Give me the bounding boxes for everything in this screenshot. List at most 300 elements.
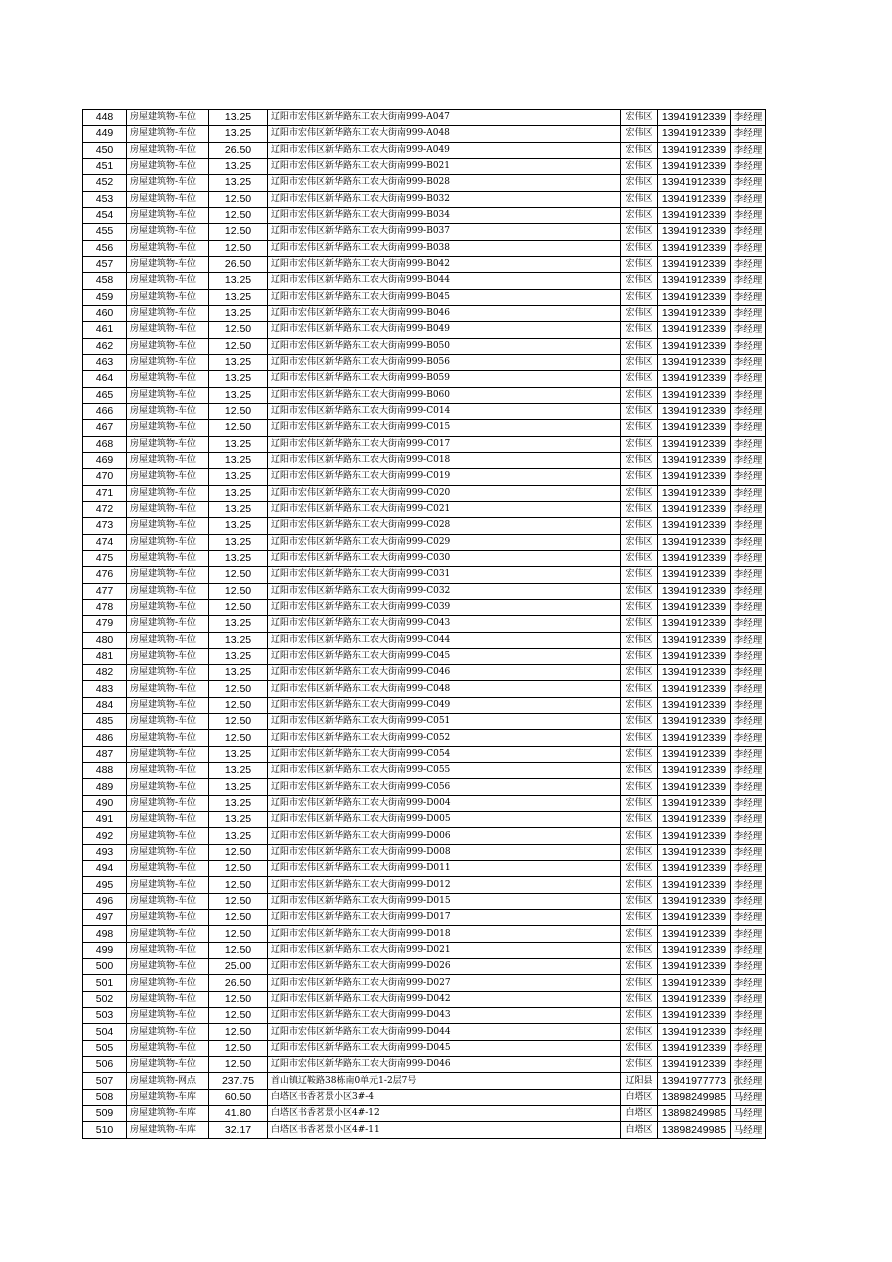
row-number-cell: 484 bbox=[83, 697, 127, 713]
district-cell: 宏伟区 bbox=[621, 256, 658, 272]
contact-phone-cell: 13941912339 bbox=[658, 142, 731, 158]
asset-type-cell: 房屋建筑物-车位 bbox=[127, 959, 209, 975]
area-value-cell: 13.25 bbox=[209, 779, 268, 795]
contact-person-cell: 李经理 bbox=[731, 354, 766, 370]
table-row bbox=[83, 648, 766, 664]
table-row bbox=[83, 469, 766, 485]
table-row bbox=[83, 338, 766, 354]
contact-person-cell: 李经理 bbox=[731, 240, 766, 256]
district-cell: 白塔区 bbox=[621, 1122, 658, 1138]
asset-type-cell: 房屋建筑物-车位 bbox=[127, 273, 209, 289]
address-cell: 辽阳市宏伟区新华路东工农大街南999-C045 bbox=[268, 648, 621, 664]
district-cell: 宏伟区 bbox=[621, 420, 658, 436]
contact-person-cell: 李经理 bbox=[731, 779, 766, 795]
district-cell: 宏伟区 bbox=[621, 403, 658, 419]
asset-type-cell: 房屋建筑物-车位 bbox=[127, 665, 209, 681]
district-cell: 宏伟区 bbox=[621, 110, 658, 126]
table-row bbox=[83, 485, 766, 501]
address-cell: 辽阳市宏伟区新华路东工农大街南999-C044 bbox=[268, 632, 621, 648]
contact-person-cell: 李经理 bbox=[731, 648, 766, 664]
contact-person-cell: 李经理 bbox=[731, 1008, 766, 1024]
district-cell: 宏伟区 bbox=[621, 354, 658, 370]
asset-type-cell: 房屋建筑物-车位 bbox=[127, 452, 209, 468]
district-cell: 宏伟区 bbox=[621, 1040, 658, 1056]
area-value-cell: 13.25 bbox=[209, 485, 268, 501]
table-row bbox=[83, 273, 766, 289]
address-cell: 辽阳市宏伟区新华路东工农大街南999-C054 bbox=[268, 746, 621, 762]
contact-person-cell: 李经理 bbox=[731, 469, 766, 485]
area-value-cell: 12.50 bbox=[209, 403, 268, 419]
row-number-cell: 477 bbox=[83, 583, 127, 599]
row-number-cell: 490 bbox=[83, 795, 127, 811]
contact-person-cell: 李经理 bbox=[731, 1024, 766, 1040]
district-cell: 宏伟区 bbox=[621, 795, 658, 811]
contact-phone-cell: 13941912339 bbox=[658, 991, 731, 1007]
district-cell: 宏伟区 bbox=[621, 436, 658, 452]
contact-person-cell: 李经理 bbox=[731, 681, 766, 697]
address-cell: 辽阳市宏伟区新华路东工农大街南999-C029 bbox=[268, 534, 621, 550]
address-cell: 辽阳市宏伟区新华路东工农大街南999-C015 bbox=[268, 420, 621, 436]
table-row bbox=[83, 387, 766, 403]
district-cell: 宏伟区 bbox=[621, 322, 658, 338]
asset-type-cell: 房屋建筑物-车位 bbox=[127, 518, 209, 534]
asset-type-cell: 房屋建筑物-车位 bbox=[127, 224, 209, 240]
row-number-cell: 475 bbox=[83, 550, 127, 566]
table-row bbox=[83, 746, 766, 762]
table-row bbox=[83, 599, 766, 615]
asset-type-cell: 房屋建筑物-车位 bbox=[127, 534, 209, 550]
asset-type-cell: 房屋建筑物-车位 bbox=[127, 697, 209, 713]
address-cell: 辽阳市宏伟区新华路东工农大街南999-C021 bbox=[268, 501, 621, 517]
address-cell: 辽阳市宏伟区新华路东工农大街南999-C048 bbox=[268, 681, 621, 697]
table-row bbox=[83, 779, 766, 795]
contact-person-cell: 马经理 bbox=[731, 1106, 766, 1122]
asset-type-cell: 房屋建筑物-车位 bbox=[127, 795, 209, 811]
contact-phone-cell: 13941912339 bbox=[658, 1024, 731, 1040]
district-cell: 宏伟区 bbox=[621, 812, 658, 828]
contact-person-cell: 李经理 bbox=[731, 322, 766, 338]
table-row bbox=[83, 812, 766, 828]
table-row bbox=[83, 224, 766, 240]
district-cell: 宏伟区 bbox=[621, 697, 658, 713]
address-cell: 辽阳市宏伟区新华路东工农大街南999-D026 bbox=[268, 959, 621, 975]
contact-person-cell: 李经理 bbox=[731, 485, 766, 501]
area-value-cell: 13.25 bbox=[209, 534, 268, 550]
table-row bbox=[83, 175, 766, 191]
district-cell: 宏伟区 bbox=[621, 730, 658, 746]
contact-person-cell: 李经理 bbox=[731, 110, 766, 126]
row-number-cell: 468 bbox=[83, 436, 127, 452]
row-number-cell: 459 bbox=[83, 289, 127, 305]
row-number-cell: 507 bbox=[83, 1073, 127, 1089]
contact-phone-cell: 13941912339 bbox=[658, 1057, 731, 1073]
asset-type-cell: 房屋建筑物-车位 bbox=[127, 746, 209, 762]
table-row bbox=[83, 910, 766, 926]
address-cell: 辽阳市宏伟区新华路东工农大街南999-D021 bbox=[268, 942, 621, 958]
contact-person-cell: 李经理 bbox=[731, 207, 766, 223]
row-number-cell: 498 bbox=[83, 926, 127, 942]
row-number-cell: 488 bbox=[83, 763, 127, 779]
district-cell: 宏伟区 bbox=[621, 158, 658, 174]
address-cell: 辽阳市宏伟区新华路东工农大街南999-B034 bbox=[268, 207, 621, 223]
district-cell: 宏伟区 bbox=[621, 746, 658, 762]
district-cell: 宏伟区 bbox=[621, 877, 658, 893]
contact-phone-cell: 13941912339 bbox=[658, 959, 731, 975]
district-cell: 宏伟区 bbox=[621, 583, 658, 599]
area-value-cell: 12.50 bbox=[209, 893, 268, 909]
contact-phone-cell: 13941912339 bbox=[658, 240, 731, 256]
district-cell: 宏伟区 bbox=[621, 1008, 658, 1024]
row-number-cell: 487 bbox=[83, 746, 127, 762]
row-number-cell: 460 bbox=[83, 305, 127, 321]
area-value-cell: 13.25 bbox=[209, 746, 268, 762]
table-row bbox=[83, 191, 766, 207]
contact-phone-cell: 13941912339 bbox=[658, 861, 731, 877]
asset-type-cell: 房屋建筑物-车位 bbox=[127, 1040, 209, 1056]
contact-phone-cell: 13941912339 bbox=[658, 501, 731, 517]
area-value-cell: 13.25 bbox=[209, 518, 268, 534]
row-number-cell: 456 bbox=[83, 240, 127, 256]
contact-phone-cell: 13941912339 bbox=[658, 207, 731, 223]
contact-phone-cell: 13941912339 bbox=[658, 518, 731, 534]
contact-person-cell: 李经理 bbox=[731, 371, 766, 387]
area-value-cell: 13.25 bbox=[209, 289, 268, 305]
table-row bbox=[83, 828, 766, 844]
contact-person-cell: 李经理 bbox=[731, 403, 766, 419]
contact-phone-cell: 13898249985 bbox=[658, 1122, 731, 1138]
asset-type-cell: 房屋建筑物-车位 bbox=[127, 126, 209, 142]
district-cell: 宏伟区 bbox=[621, 714, 658, 730]
row-number-cell: 506 bbox=[83, 1057, 127, 1073]
contact-phone-cell: 13941912339 bbox=[658, 812, 731, 828]
contact-phone-cell: 13941912339 bbox=[658, 338, 731, 354]
contact-person-cell: 李经理 bbox=[731, 158, 766, 174]
contact-phone-cell: 13941912339 bbox=[658, 746, 731, 762]
asset-type-cell: 房屋建筑物-车位 bbox=[127, 942, 209, 958]
area-value-cell: 41.80 bbox=[209, 1106, 268, 1122]
table-row bbox=[83, 1040, 766, 1056]
address-cell: 白塔区书香茗景小区3#-4 bbox=[268, 1089, 621, 1105]
asset-type-cell: 房屋建筑物-车位 bbox=[127, 714, 209, 730]
row-number-cell: 480 bbox=[83, 632, 127, 648]
contact-phone-cell: 13941977773 bbox=[658, 1073, 731, 1089]
area-value-cell: 13.25 bbox=[209, 436, 268, 452]
row-number-cell: 466 bbox=[83, 403, 127, 419]
row-number-cell: 495 bbox=[83, 877, 127, 893]
contact-person-cell: 李经理 bbox=[731, 926, 766, 942]
table-row bbox=[83, 256, 766, 272]
address-cell: 辽阳市宏伟区新华路东工农大街南999-B028 bbox=[268, 175, 621, 191]
table-row bbox=[83, 110, 766, 126]
contact-person-cell: 李经理 bbox=[731, 534, 766, 550]
district-cell: 宏伟区 bbox=[621, 1024, 658, 1040]
asset-type-cell: 房屋建筑物-车位 bbox=[127, 648, 209, 664]
contact-phone-cell: 13941912339 bbox=[658, 975, 731, 991]
area-value-cell: 13.25 bbox=[209, 387, 268, 403]
contact-phone-cell: 13941912339 bbox=[658, 926, 731, 942]
contact-phone-cell: 13941912339 bbox=[658, 256, 731, 272]
area-value-cell: 13.25 bbox=[209, 305, 268, 321]
asset-type-cell: 房屋建筑物-车库 bbox=[127, 1122, 209, 1138]
district-cell: 宏伟区 bbox=[621, 338, 658, 354]
asset-type-cell: 房屋建筑物-车位 bbox=[127, 1057, 209, 1073]
asset-type-cell: 房屋建筑物-车位 bbox=[127, 191, 209, 207]
area-value-cell: 12.50 bbox=[209, 991, 268, 1007]
address-cell: 辽阳市宏伟区新华路东工农大街南999-B038 bbox=[268, 240, 621, 256]
row-number-cell: 457 bbox=[83, 256, 127, 272]
address-cell: 辽阳市宏伟区新华路东工农大街南999-D043 bbox=[268, 1008, 621, 1024]
asset-type-cell: 房屋建筑物-车位 bbox=[127, 991, 209, 1007]
table-row bbox=[83, 1073, 766, 1089]
contact-person-cell: 李经理 bbox=[731, 910, 766, 926]
table-row bbox=[83, 763, 766, 779]
table-row bbox=[83, 583, 766, 599]
contact-phone-cell: 13941912339 bbox=[658, 599, 731, 615]
district-cell: 宏伟区 bbox=[621, 910, 658, 926]
asset-type-cell: 房屋建筑物-车位 bbox=[127, 158, 209, 174]
asset-type-cell: 房屋建筑物-车位 bbox=[127, 289, 209, 305]
district-cell: 宏伟区 bbox=[621, 779, 658, 795]
area-value-cell: 237.75 bbox=[209, 1073, 268, 1089]
table-row bbox=[83, 142, 766, 158]
contact-phone-cell: 13941912339 bbox=[658, 191, 731, 207]
contact-person-cell: 李经理 bbox=[731, 501, 766, 517]
district-cell: 宏伟区 bbox=[621, 142, 658, 158]
contact-person-cell: 李经理 bbox=[731, 746, 766, 762]
contact-person-cell: 李经理 bbox=[731, 1040, 766, 1056]
district-cell: 宏伟区 bbox=[621, 942, 658, 958]
address-cell: 辽阳市宏伟区新华路东工农大街南999-B049 bbox=[268, 322, 621, 338]
address-cell: 辽阳市宏伟区新华路东工农大街南999-D005 bbox=[268, 812, 621, 828]
asset-type-cell: 房屋建筑物-车位 bbox=[127, 322, 209, 338]
row-number-cell: 462 bbox=[83, 338, 127, 354]
contact-person-cell: 李经理 bbox=[731, 142, 766, 158]
table-row bbox=[83, 616, 766, 632]
area-value-cell: 13.25 bbox=[209, 828, 268, 844]
table-row bbox=[83, 975, 766, 991]
address-cell: 辽阳市宏伟区新华路东工农大街南999-B042 bbox=[268, 256, 621, 272]
contact-phone-cell: 13941912339 bbox=[658, 322, 731, 338]
row-number-cell: 448 bbox=[83, 110, 127, 126]
row-number-cell: 486 bbox=[83, 730, 127, 746]
area-value-cell: 13.25 bbox=[209, 469, 268, 485]
address-cell: 辽阳市宏伟区新华路东工农大街南999-B056 bbox=[268, 354, 621, 370]
district-cell: 宏伟区 bbox=[621, 844, 658, 860]
district-cell: 宏伟区 bbox=[621, 616, 658, 632]
table-row bbox=[83, 730, 766, 746]
row-number-cell: 478 bbox=[83, 599, 127, 615]
contact-phone-cell: 13941912339 bbox=[658, 550, 731, 566]
asset-type-cell: 房屋建筑物-车位 bbox=[127, 730, 209, 746]
address-cell: 辽阳市宏伟区新华路东工农大街南999-D006 bbox=[268, 828, 621, 844]
area-value-cell: 12.50 bbox=[209, 877, 268, 893]
address-cell: 辽阳市宏伟区新华路东工农大街南999-A048 bbox=[268, 126, 621, 142]
table-row bbox=[83, 207, 766, 223]
address-cell: 辽阳市宏伟区新华路东工农大街南999-B045 bbox=[268, 289, 621, 305]
asset-type-cell: 房屋建筑物-车位 bbox=[127, 469, 209, 485]
area-value-cell: 13.25 bbox=[209, 763, 268, 779]
district-cell: 宏伟区 bbox=[621, 224, 658, 240]
asset-type-cell: 房屋建筑物-车位 bbox=[127, 550, 209, 566]
contact-person-cell: 李经理 bbox=[731, 289, 766, 305]
asset-type-cell: 房屋建筑物-车位 bbox=[127, 926, 209, 942]
contact-phone-cell: 13941912339 bbox=[658, 436, 731, 452]
area-value-cell: 13.25 bbox=[209, 126, 268, 142]
row-number-cell: 497 bbox=[83, 910, 127, 926]
table-row bbox=[83, 1122, 766, 1138]
address-cell: 辽阳市宏伟区新华路东工农大街南999-C049 bbox=[268, 697, 621, 713]
table-row bbox=[83, 861, 766, 877]
table-row bbox=[83, 158, 766, 174]
district-cell: 宏伟区 bbox=[621, 207, 658, 223]
address-cell: 辽阳市宏伟区新华路东工农大街南999-C031 bbox=[268, 567, 621, 583]
row-number-cell: 503 bbox=[83, 1008, 127, 1024]
district-cell: 宏伟区 bbox=[621, 550, 658, 566]
contact-person-cell: 李经理 bbox=[731, 975, 766, 991]
asset-type-cell: 房屋建筑物-车位 bbox=[127, 110, 209, 126]
table-row bbox=[83, 534, 766, 550]
row-number-cell: 502 bbox=[83, 991, 127, 1007]
contact-person-cell: 李经理 bbox=[731, 828, 766, 844]
contact-person-cell: 张经理 bbox=[731, 1073, 766, 1089]
table-row bbox=[83, 959, 766, 975]
district-cell: 辽阳县 bbox=[621, 1073, 658, 1089]
table-row bbox=[83, 697, 766, 713]
address-cell: 白塔区书香茗景小区4#-11 bbox=[268, 1122, 621, 1138]
area-value-cell: 12.50 bbox=[209, 583, 268, 599]
asset-type-cell: 房屋建筑物-车位 bbox=[127, 812, 209, 828]
contact-phone-cell: 13941912339 bbox=[658, 175, 731, 191]
address-cell: 辽阳市宏伟区新华路东工农大街南999-D046 bbox=[268, 1057, 621, 1073]
row-number-cell: 492 bbox=[83, 828, 127, 844]
table-row bbox=[83, 436, 766, 452]
asset-type-cell: 房屋建筑物-车位 bbox=[127, 861, 209, 877]
table-row bbox=[83, 403, 766, 419]
table-row bbox=[83, 305, 766, 321]
asset-type-cell: 房屋建筑物-车位 bbox=[127, 828, 209, 844]
contact-person-cell: 李经理 bbox=[731, 697, 766, 713]
contact-person-cell: 李经理 bbox=[731, 991, 766, 1007]
table-row bbox=[83, 1008, 766, 1024]
address-cell: 白塔区书香茗景小区4#-12 bbox=[268, 1106, 621, 1122]
area-value-cell: 13.25 bbox=[209, 648, 268, 664]
area-value-cell: 13.25 bbox=[209, 795, 268, 811]
contact-phone-cell: 13941912339 bbox=[658, 828, 731, 844]
contact-person-cell: 李经理 bbox=[731, 273, 766, 289]
contact-phone-cell: 13941912339 bbox=[658, 305, 731, 321]
area-value-cell: 12.50 bbox=[209, 697, 268, 713]
row-number-cell: 473 bbox=[83, 518, 127, 534]
district-cell: 宏伟区 bbox=[621, 175, 658, 191]
asset-type-cell: 房屋建筑物-车位 bbox=[127, 763, 209, 779]
contact-phone-cell: 13941912339 bbox=[658, 665, 731, 681]
contact-phone-cell: 13941912339 bbox=[658, 224, 731, 240]
area-value-cell: 12.50 bbox=[209, 1024, 268, 1040]
row-number-cell: 482 bbox=[83, 665, 127, 681]
row-number-cell: 505 bbox=[83, 1040, 127, 1056]
contact-phone-cell: 13941912339 bbox=[658, 648, 731, 664]
contact-person-cell: 李经理 bbox=[731, 861, 766, 877]
table-row bbox=[83, 1057, 766, 1073]
contact-person-cell: 李经理 bbox=[731, 256, 766, 272]
asset-type-cell: 房屋建筑物-车位 bbox=[127, 338, 209, 354]
address-cell: 首山镇辽鞍路38栋南0单元1-2层7号 bbox=[268, 1073, 621, 1089]
area-value-cell: 13.25 bbox=[209, 665, 268, 681]
table-row bbox=[83, 1106, 766, 1122]
district-cell: 宏伟区 bbox=[621, 240, 658, 256]
asset-type-cell: 房屋建筑物-车位 bbox=[127, 616, 209, 632]
contact-phone-cell: 13941912339 bbox=[658, 779, 731, 795]
address-cell: 辽阳市宏伟区新华路东工农大街南999-D042 bbox=[268, 991, 621, 1007]
asset-type-cell: 房屋建筑物-车位 bbox=[127, 175, 209, 191]
contact-person-cell: 李经理 bbox=[731, 420, 766, 436]
area-value-cell: 13.25 bbox=[209, 550, 268, 566]
asset-type-cell: 房屋建筑物-车位 bbox=[127, 567, 209, 583]
asset-type-cell: 房屋建筑物-车位 bbox=[127, 844, 209, 860]
asset-type-cell: 房屋建筑物-车位 bbox=[127, 403, 209, 419]
contact-phone-cell: 13941912339 bbox=[658, 485, 731, 501]
row-number-cell: 470 bbox=[83, 469, 127, 485]
contact-phone-cell: 13941912339 bbox=[658, 289, 731, 305]
table-row bbox=[83, 681, 766, 697]
table-row bbox=[83, 844, 766, 860]
address-cell: 辽阳市宏伟区新华路东工农大街南999-B046 bbox=[268, 305, 621, 321]
contact-phone-cell: 13941912339 bbox=[658, 371, 731, 387]
contact-person-cell: 李经理 bbox=[731, 959, 766, 975]
contact-phone-cell: 13941912339 bbox=[658, 158, 731, 174]
district-cell: 宏伟区 bbox=[621, 632, 658, 648]
district-cell: 宏伟区 bbox=[621, 126, 658, 142]
contact-phone-cell: 13941912339 bbox=[658, 714, 731, 730]
table-row bbox=[83, 1089, 766, 1105]
contact-person-cell: 李经理 bbox=[731, 714, 766, 730]
district-cell: 宏伟区 bbox=[621, 452, 658, 468]
contact-person-cell: 李经理 bbox=[731, 844, 766, 860]
row-number-cell: 452 bbox=[83, 175, 127, 191]
row-number-cell: 458 bbox=[83, 273, 127, 289]
contact-person-cell: 李经理 bbox=[731, 616, 766, 632]
district-cell: 宏伟区 bbox=[621, 191, 658, 207]
district-cell: 宏伟区 bbox=[621, 648, 658, 664]
district-cell: 宏伟区 bbox=[621, 305, 658, 321]
row-number-cell: 491 bbox=[83, 812, 127, 828]
address-cell: 辽阳市宏伟区新华路东工农大街南999-D018 bbox=[268, 926, 621, 942]
table-row bbox=[83, 877, 766, 893]
area-value-cell: 13.25 bbox=[209, 354, 268, 370]
contact-person-cell: 李经理 bbox=[731, 877, 766, 893]
district-cell: 宏伟区 bbox=[621, 518, 658, 534]
table-row bbox=[83, 518, 766, 534]
area-value-cell: 12.50 bbox=[209, 844, 268, 860]
contact-phone-cell: 13898249985 bbox=[658, 1089, 731, 1105]
address-cell: 辽阳市宏伟区新华路东工农大街南999-D017 bbox=[268, 910, 621, 926]
address-cell: 辽阳市宏伟区新华路东工农大街南999-D011 bbox=[268, 861, 621, 877]
district-cell: 宏伟区 bbox=[621, 387, 658, 403]
district-cell: 宏伟区 bbox=[621, 975, 658, 991]
district-cell: 宏伟区 bbox=[621, 959, 658, 975]
area-value-cell: 13.25 bbox=[209, 371, 268, 387]
table-row bbox=[83, 991, 766, 1007]
row-number-cell: 509 bbox=[83, 1106, 127, 1122]
area-value-cell: 12.50 bbox=[209, 338, 268, 354]
asset-type-cell: 房屋建筑物-车位 bbox=[127, 420, 209, 436]
address-cell: 辽阳市宏伟区新华路东工农大街南999-C046 bbox=[268, 665, 621, 681]
row-number-cell: 501 bbox=[83, 975, 127, 991]
row-number-cell: 504 bbox=[83, 1024, 127, 1040]
area-value-cell: 12.50 bbox=[209, 191, 268, 207]
table-row bbox=[83, 420, 766, 436]
row-number-cell: 489 bbox=[83, 779, 127, 795]
